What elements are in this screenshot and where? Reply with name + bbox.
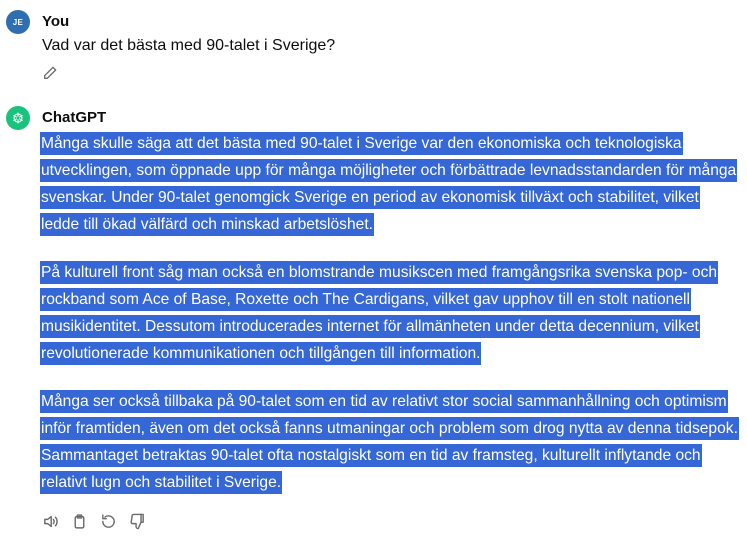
message-actions [42, 513, 146, 530]
answer-paragraph: Många ser också tillbaka på 90-talet som en tid av relativt stor social sammanhållning och optimism inför framtiden, även om det också fanns utmaningar och problem som drog nytta av denna tidsepok. Sammantaget betraktas 90-talet ofta nostalgiskt som en tid av framsteg, kulturellt inflytande och relativt lugn och stabilitet i Sverige. [40, 388, 740, 496]
speaker-icon[interactable] [42, 513, 59, 530]
user-avatar: JE [6, 10, 30, 34]
answer-paragraph: På kulturell front såg man också en blomstrande musikscen med framgångsrika svenska pop- och rockband som Ace of Base, Roxette och The Cardigans, vilket gav upphov till en stolt nationell musikidentitet. Dessutom introducerades internet för allmänheten under detta decennium, vilket revolutionerade kommunikationen och tillgången till information. [40, 259, 740, 367]
user-author-name: You [42, 13, 70, 30]
pencil-icon[interactable] [42, 65, 58, 81]
answer-paragraph: Många skulle säga att det bästa med 90-talet i Sverige var den ekonomiska och teknologiska utvecklingen, som öppnade upp för många möjligheter och förbättrade levnadsstandarden för många svenskar. Under 90-talet genomgick Sverige en period av ekonomisk tillväxt och stabilitet, vilket ledde till ökad välfärd och minskad arbetslöshet. [40, 130, 740, 238]
thumbs-down-icon[interactable] [129, 513, 146, 530]
copy-icon[interactable] [71, 513, 88, 530]
regenerate-icon[interactable] [100, 513, 117, 530]
user-message-text: Vad var det bästa med 90-talet i Sverige? [42, 37, 336, 54]
openai-logo-icon [6, 106, 30, 130]
assistant-answer [40, 130, 740, 517]
assistant-author-name: ChatGPT [42, 109, 107, 126]
